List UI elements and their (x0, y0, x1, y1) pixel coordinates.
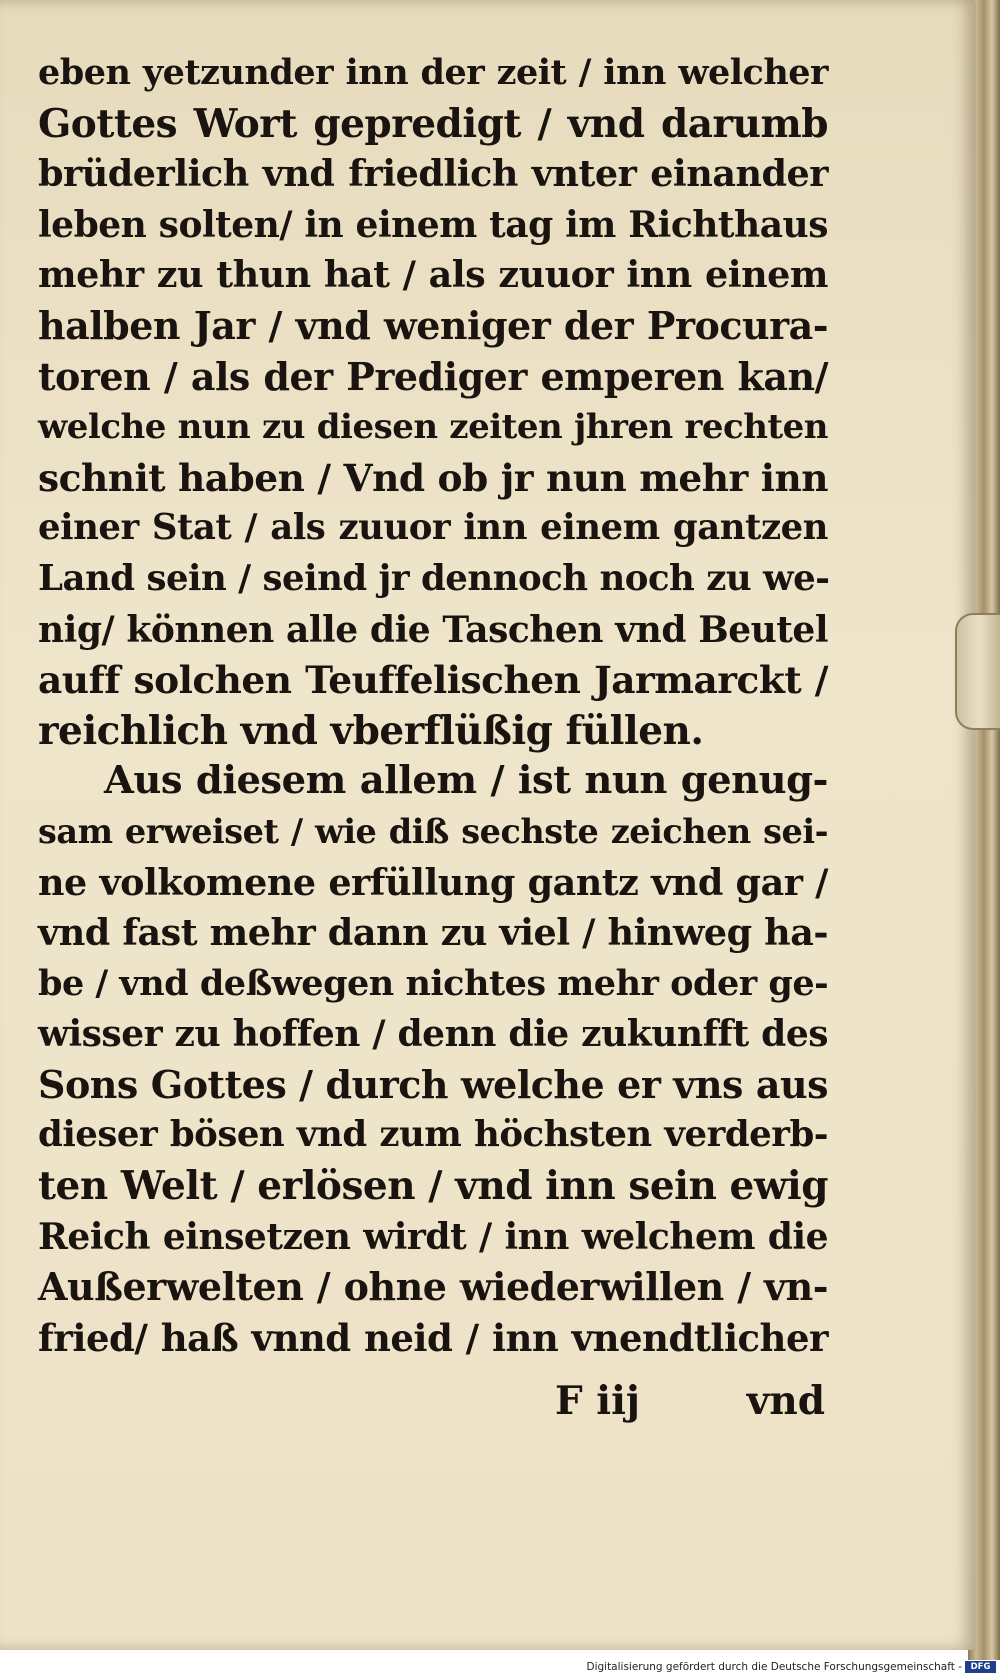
signature-mark: F iij (555, 1378, 641, 1424)
text-line: mehr zu thun hat / als zuuor inn einem (38, 253, 828, 297)
page-clip (955, 613, 1000, 730)
text-line: Außerwelten / ohne wiederwillen / vn- (38, 1264, 828, 1310)
dfg-logo: DFG (965, 1661, 996, 1673)
text-line: nig/ können alle die Taschen vnd Beutel (38, 608, 828, 651)
text-line: welche nun zu diesen zeiten jhren rechten (38, 407, 828, 448)
text-line: Land sein / seind jr dennoch noch zu we- (38, 557, 830, 599)
text-line: Gottes Wort gepredigt / vnd darumb (38, 100, 828, 147)
text-line: toren / als der Prediger emperen kan/ (38, 353, 828, 399)
text-line: ten Welt / erlösen / vnd inn sein ewig (38, 1163, 828, 1210)
page-footer-marks (555, 1376, 825, 1426)
text-line: leben solten/ in einem tag im Richthaus (38, 203, 828, 246)
text-line: fried/ haß vnnd neid / inn vnendtlicher (38, 1315, 828, 1360)
text-line: brüderlich vnd friedlich vnter einander (38, 152, 828, 196)
text-line: be / vnd deßwegen nichtes mehr oder ge- (38, 962, 829, 1004)
text-line: einer Stat / als zuuor inn einem gantzen (38, 507, 828, 549)
text-line: halben Jar / vnd weniger der Procura- (38, 302, 828, 348)
page-text (38, 48, 828, 1363)
catchword: vnd (746, 1378, 825, 1424)
text-line: dieser bösen vnd zum höchsten verderb- (38, 1114, 828, 1156)
text-line: wisser zu hoffen / denn die zukunfft des (38, 1013, 828, 1056)
text-line: sam erweiset / wie diß sechste zeichen sei- (38, 811, 828, 851)
text-line: Reich einsetzen wirdt / inn welchem die (38, 1215, 828, 1258)
digitization-credit: Digitalisierung gefördert durch die Deutsche Forschungsgemeinschaft - (586, 1661, 962, 1673)
text-line: Sons Gottes / durch welche er vns aus (38, 1061, 828, 1107)
text-line: vnd fast mehr dann zu viel / hinweg ha- (38, 911, 828, 955)
text-line: eben yetzunder inn der zeit / inn welcher (38, 52, 828, 93)
text-line: ne volkomene erfüllung gantz vnd gar / (38, 860, 828, 904)
text-line: reichlich vnd vberflüßig füllen. (38, 707, 704, 754)
text-line: schnit haben / Vnd ob jr nun mehr inn (38, 455, 828, 500)
text-line: Aus diesem allem / ist nun genug- (104, 758, 828, 804)
text-line: auff solchen Teuffelischen Jarmarckt / (38, 658, 828, 703)
